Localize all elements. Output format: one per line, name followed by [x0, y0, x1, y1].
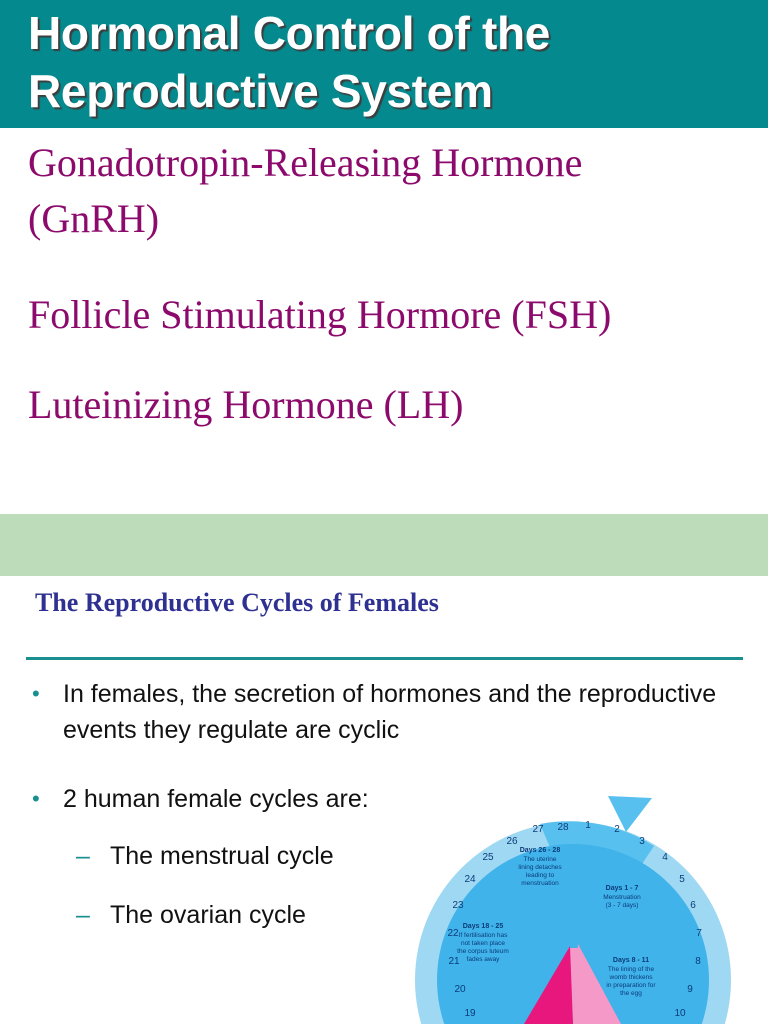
day-number-label: 20 [454, 984, 466, 995]
phase-description: If fertilisation has [458, 932, 508, 939]
day-number-label: 25 [482, 852, 494, 863]
phase-heading: Days 1 - 7 [605, 885, 639, 892]
title-line-1: Hormonal Control of the [28, 7, 551, 59]
day-number-label: 6 [690, 900, 696, 911]
day-number-label: 3 [639, 836, 645, 847]
day-number-label: 23 [452, 900, 464, 911]
phase-description: lining detaches [518, 864, 562, 871]
bullet-dot-icon: • [32, 786, 40, 811]
hormone-gnrh [28, 138, 758, 244]
phase-description: leading to [525, 872, 555, 879]
hormone-lh: Luteinizing Hormone (LH) [28, 382, 464, 427]
day-number-label: 9 [687, 984, 693, 995]
day-number-label: 1 [585, 820, 591, 831]
bullet-text: 2 human female cycles are: [63, 785, 369, 813]
day-number-label: 19 [464, 1008, 476, 1019]
day-number-label: 8 [695, 956, 701, 967]
day-number-label: 7 [696, 928, 702, 939]
day-number-label: 27 [532, 824, 544, 835]
phase-description: not taken place [460, 940, 506, 947]
hormone-gnrh-name: Gonadotropin-Releasing Hormone [28, 140, 583, 185]
day-number-label: 22 [447, 928, 459, 939]
menstrual-cycle-wheel [412, 770, 732, 1024]
sub-item-text: The ovarian cycle [110, 901, 306, 929]
day-number-label: 10 [674, 1008, 686, 1019]
day-number-label: 5 [679, 874, 685, 885]
phase-description: menstruation [521, 880, 559, 887]
phase-description: fades away [466, 956, 500, 963]
phase-description: The lining of the [607, 966, 655, 973]
day-number-label: 21 [448, 956, 460, 967]
phase-heading: Days 8 - 11 [612, 957, 650, 964]
hormone-gnrh-abbrev: (GnRH) [28, 196, 160, 241]
slide-title [28, 4, 758, 120]
bullet-dot-icon: • [32, 681, 40, 706]
phase-description: Menstruation [603, 894, 641, 901]
hormone-fsh: Follicle Stimulating Hormore (FSH) [28, 292, 612, 337]
phase-description: the egg [620, 990, 642, 997]
phase-description: The uterine [523, 856, 557, 863]
phase-description: womb thickens [609, 974, 653, 981]
day-number-label: 4 [662, 852, 668, 863]
sub-item-text: The menstrual cycle [110, 842, 334, 870]
bullet-text: In females, the secretion of hormones and the reproductive events they regulate are cyclic [63, 680, 717, 744]
phase-description: the corpus luteum [457, 948, 509, 955]
slide-header [0, 0, 768, 128]
day-number-label: 24 [464, 874, 476, 885]
dash-icon: – [76, 901, 90, 929]
phase-heading: Days 26 - 28 [519, 847, 561, 854]
day-number-label: 2 [614, 824, 620, 835]
phase-description: in preparation for [606, 982, 656, 989]
phase-description: (3 - 7 days) [605, 902, 639, 909]
divider-band [0, 514, 768, 576]
phase-heading: Days 18 - 25 [462, 923, 504, 930]
section-subtitle: The Reproductive Cycles of Females [35, 588, 439, 617]
dash-icon: – [76, 842, 90, 870]
day-number-label: 28 [557, 822, 569, 833]
section-rule [26, 657, 743, 660]
title-line-2: Reproductive System [28, 65, 493, 117]
day-number-label: 26 [506, 836, 518, 847]
